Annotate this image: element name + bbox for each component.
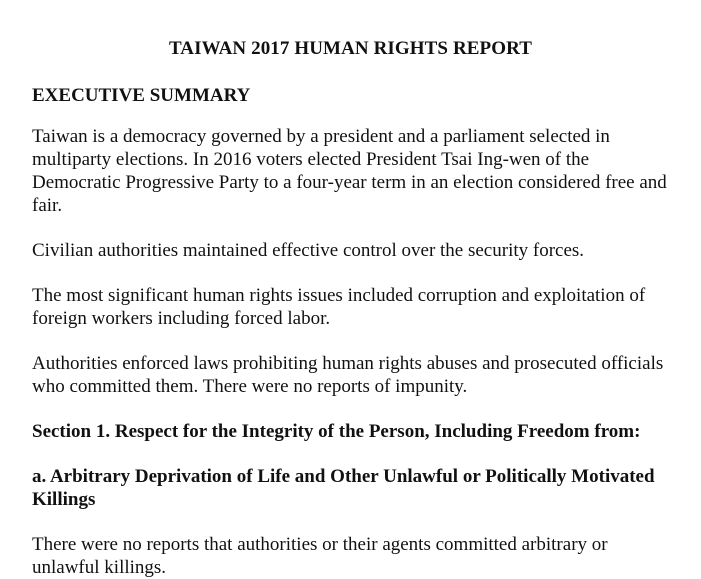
executive-summary-heading: EXECUTIVE SUMMARY [32,85,251,106]
subsection-a-heading: a. Arbitrary Deprivation of Life and Other Unlawful or Politically Motivated Killings [32,466,655,510]
paragraph-overview: Taiwan is a democracy governed by a president and a parliament selected in multiparty elections. In 2016 voters elected President Tsai Ing-wen of the Democratic Progressive Party to a four-year term in an election considered free and fair. [32,126,667,216]
section-1-heading: Section 1. Respect for the Integrity of the Person, Including Freedom from: [32,421,641,442]
document-body [32,84,672,579]
paragraph-enforcement: Authorities enforced laws prohibiting human rights abuses and prosecuted officials who committed them. There were no reports of impunity. [32,353,664,397]
paragraph-human-rights-issues: The most significant human rights issues included corruption and exploitation of foreign workers including forced labor. [32,285,646,329]
document-title: TAIWAN 2017 HUMAN RIGHTS REPORT [168,38,533,59]
paragraph-security-forces: Civilian authorities maintained effective control over the security forces. [32,240,585,261]
paragraph-killings: There were no reports that authorities or their agents committed arbitrary or unlawful killings. [32,534,608,578]
